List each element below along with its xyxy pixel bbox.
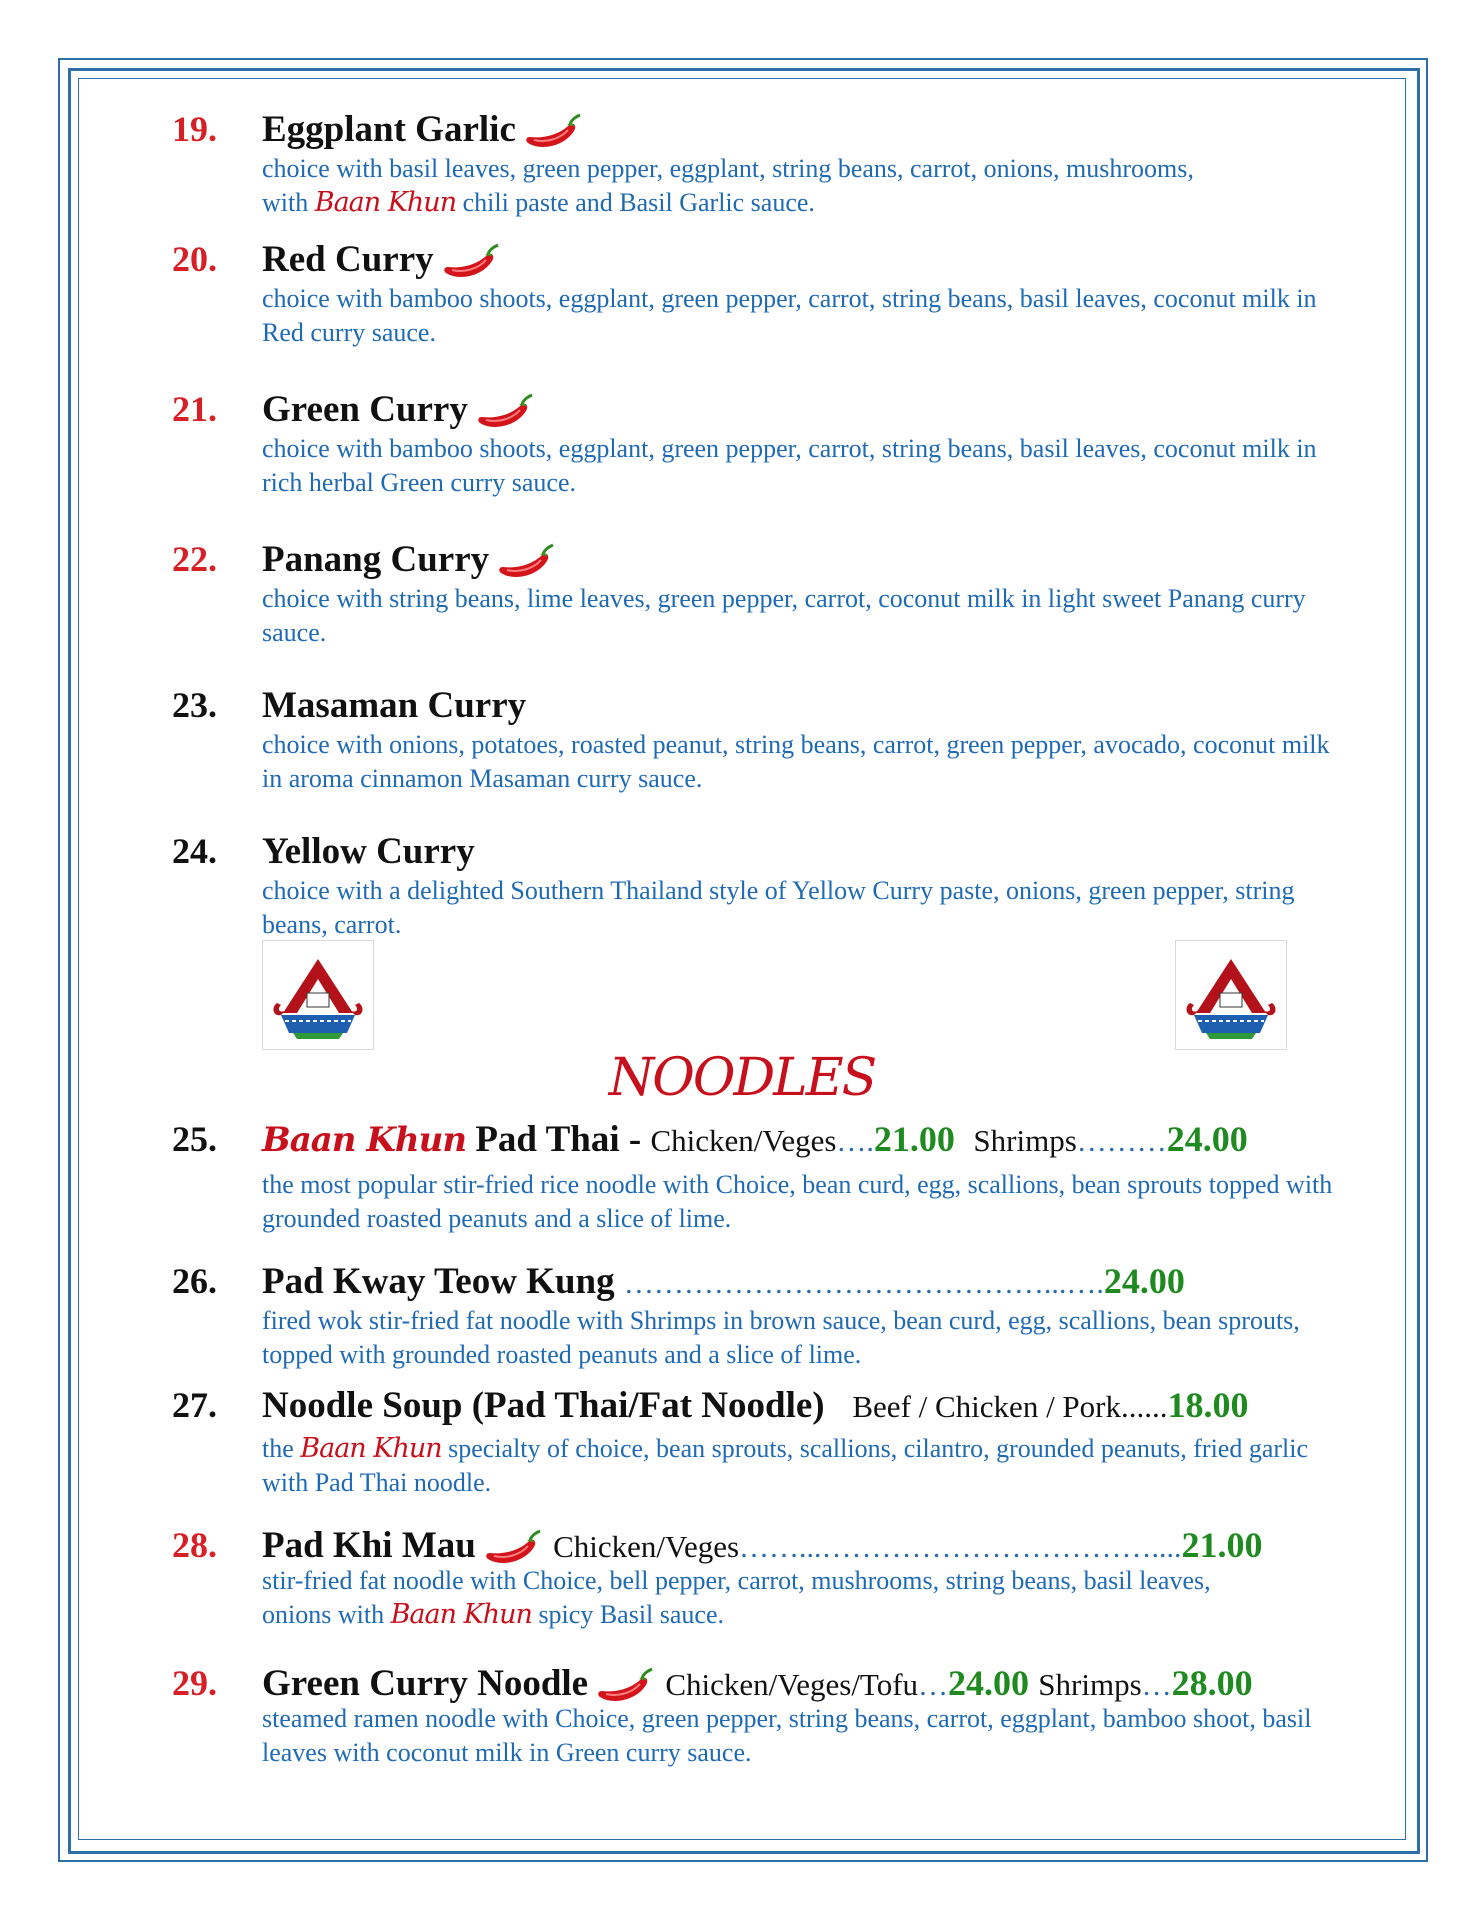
item-number: 26. xyxy=(172,1261,217,1301)
item-description: choice with string beans, lime leaves, green pepper, carrot, coconut milk in light sweet Panang curry sauce. xyxy=(262,584,1306,647)
chili-pepper-icon xyxy=(476,393,536,433)
chili-pepper-icon xyxy=(524,113,584,153)
brand-name: Baan Khun xyxy=(262,1120,467,1160)
price: 18.00 xyxy=(1167,1385,1249,1425)
item-name: Pad Khi Mau Chicken/Veges……...……………………………....21.00 xyxy=(262,1524,1263,1569)
item-number: 27. xyxy=(172,1385,217,1425)
item-description: choice with basil leaves, green pepper, eggplant, string beans, carrot, onions, mushrooms, with Baan Khun chili paste and Basil Garlic sauce. xyxy=(262,154,1194,218)
item-number: 23. xyxy=(172,685,217,725)
price: 21.00 xyxy=(873,1119,955,1159)
item-description: the Baan Khun specialty of choice, bean sprouts, scallions, cilantro, grounded peanuts, fried garlic with Pad Thai noodle. xyxy=(262,1433,1309,1497)
item-number: 21. xyxy=(172,389,217,429)
price: 24.00 xyxy=(1103,1261,1185,1301)
item-name: Noodle Soup (Pad Thai/Fat Noodle) Beef / Chicken / Pork......18.00 xyxy=(262,1385,1249,1426)
item-number: 20. xyxy=(172,239,217,279)
item-number: 25. xyxy=(172,1119,217,1159)
item-name: Red Curry xyxy=(262,238,502,283)
item-description: choice with bamboo shoots, eggplant, green pepper, carrot, string beans, basil leaves, coconut milk in Red curry sauce. xyxy=(262,284,1317,347)
item-name: Green Curry Noodle Chicken/Veges/Tofu…24.00 Shrimps…28.00 xyxy=(262,1662,1253,1707)
item-name: Baan Khun Pad Thai - Chicken/Veges….21.00 Shrimps………24.00 xyxy=(262,1119,1248,1160)
item-description: choice with a delighted Southern Thailand style of Yellow Curry paste, onions, green pepper, string beans, carrot. xyxy=(262,876,1295,939)
item-number: 24. xyxy=(172,831,217,871)
price: 21.00 xyxy=(1181,1525,1263,1565)
item-name: Eggplant Garlic xyxy=(262,108,584,153)
item-name: Panang Curry xyxy=(262,538,557,583)
chili-pepper-icon xyxy=(497,543,557,583)
brand-name: Baan Khun xyxy=(390,1599,532,1630)
item-description: steamed ramen noodle with Choice, green pepper, string beans, carrot, eggplant, bamboo shoot, basil leaves with coconut milk in Green curry sauce. xyxy=(262,1704,1312,1767)
item-description: the most popular stir-fried rice noodle with Choice, bean curd, egg, scallions, bean sprouts topped with grounded roasted peanuts and a slice of lime. xyxy=(262,1170,1333,1233)
baan-khun-logo xyxy=(262,940,374,1050)
item-number: 22. xyxy=(172,539,217,579)
chili-pepper-icon xyxy=(596,1667,656,1707)
price: 28.00 xyxy=(1171,1663,1253,1703)
item-number: 29. xyxy=(172,1663,217,1703)
brand-name: Baan Khun xyxy=(300,1433,442,1464)
item-name: Pad Kway Teow Kung ……………………………………...….24.00 xyxy=(262,1261,1185,1302)
item-name: Masaman Curry xyxy=(262,685,527,726)
section-title-noodles: NOODLES xyxy=(608,1048,876,1108)
price: 24.00 xyxy=(1166,1119,1248,1159)
brand-name: Baan Khun xyxy=(314,187,457,218)
chili-pepper-icon xyxy=(484,1529,544,1569)
item-description: stir-fried fat noodle with Choice, bell pepper, carrot, mushrooms, string beans, basil leaves, onions with Baan Khun spicy Basil sauce. xyxy=(262,1566,1211,1630)
item-description: fired wok stir-fried fat noodle with Shrimps in brown sauce, bean curd, egg, scallions, bean sprouts, topped with grounded roasted peanuts and a slice of lime. xyxy=(262,1306,1300,1369)
chili-pepper-icon xyxy=(442,243,502,283)
item-number: 19. xyxy=(172,109,217,149)
price: 24.00 xyxy=(948,1663,1030,1703)
item-name: Green Curry xyxy=(262,388,536,433)
item-number: 28. xyxy=(172,1525,217,1565)
item-description: choice with onions, potatoes, roasted peanut, string beans, carrot, green pepper, avocado, coconut milk in aroma cinnamon Masaman curry sauce. xyxy=(262,730,1330,793)
item-description: choice with bamboo shoots, eggplant, green pepper, carrot, string beans, basil leaves, coconut milk in rich herbal Green curry sauce. xyxy=(262,434,1317,497)
item-name: Yellow Curry xyxy=(262,831,475,872)
baan-khun-logo xyxy=(1175,940,1287,1050)
